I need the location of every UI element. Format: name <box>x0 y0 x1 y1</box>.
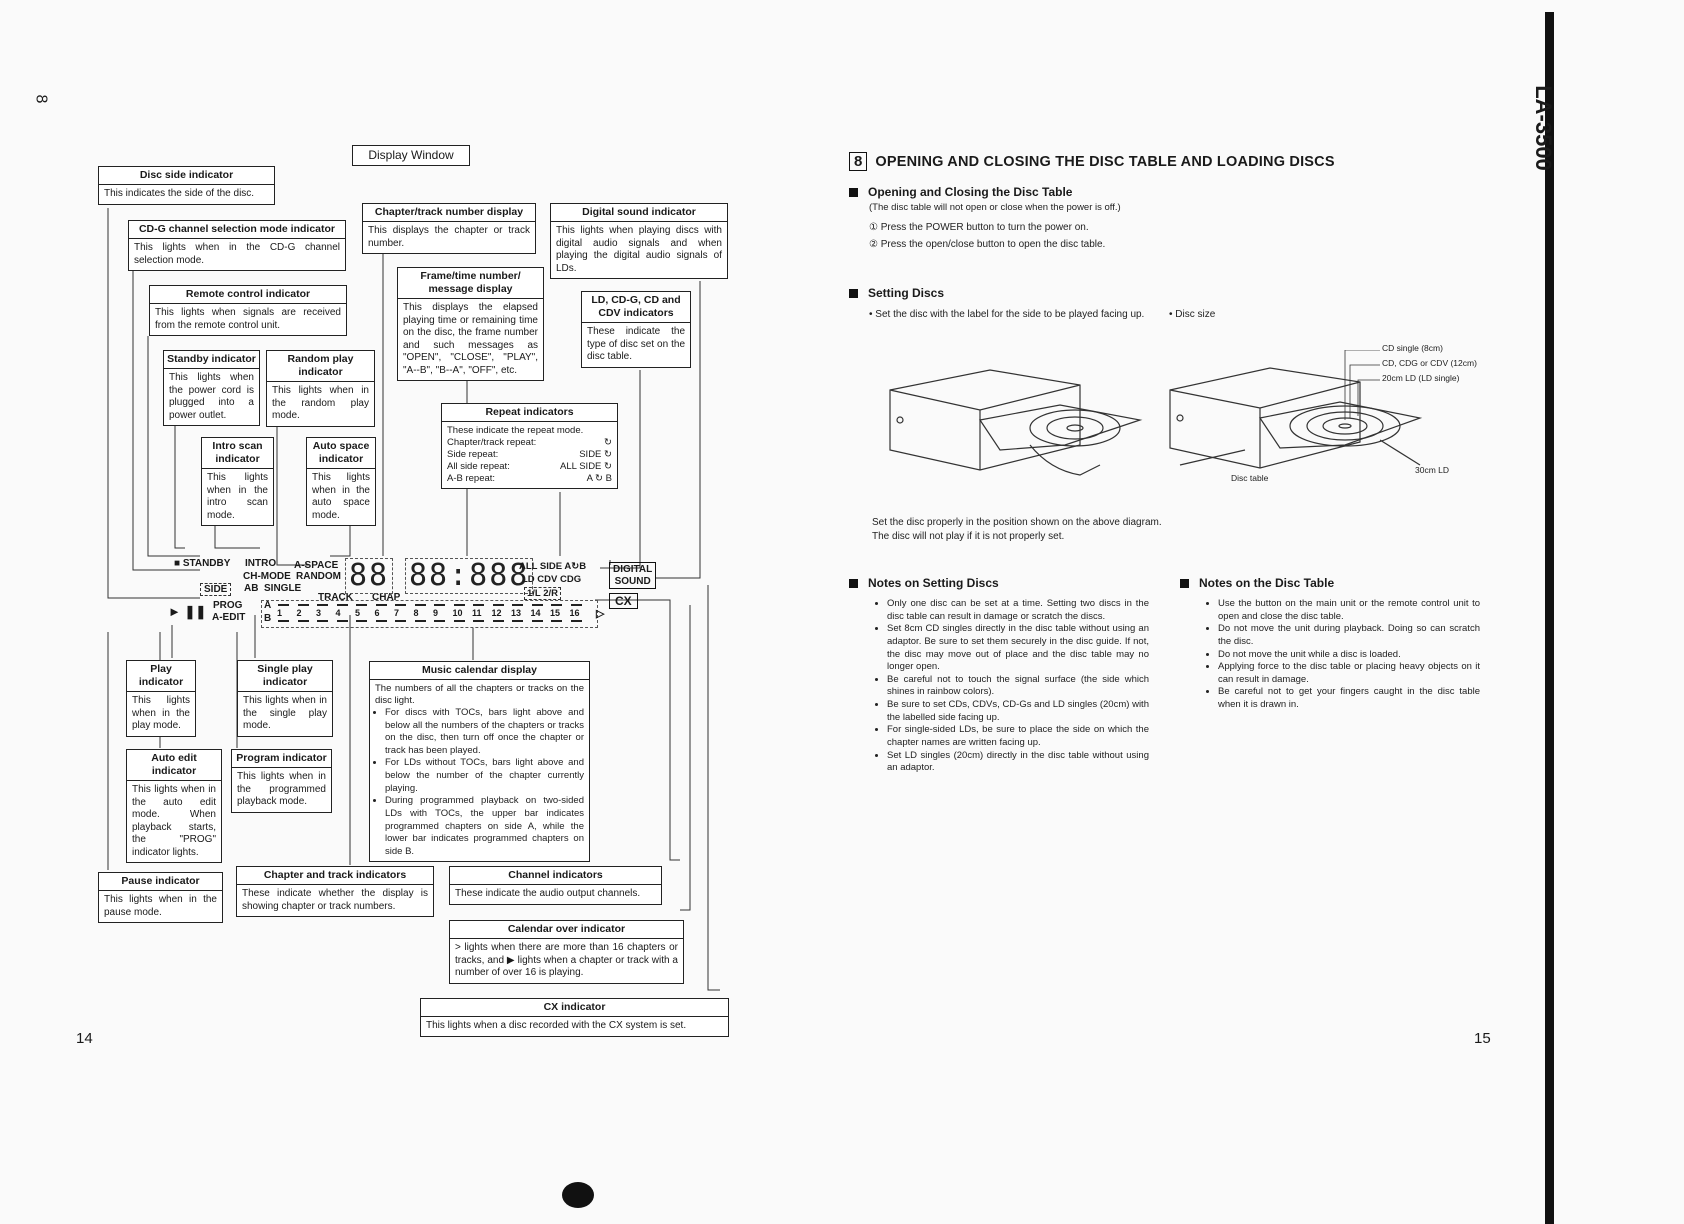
calendar-number: 9 <box>433 608 439 618</box>
side-bar <box>1545 12 1554 1224</box>
calendar-number: 13 <box>511 608 522 618</box>
digital-sound-title: Digital sound indicator <box>551 204 727 222</box>
play-pause-indicator: ► ❚❚ <box>168 604 207 619</box>
left-page-number: 14 <box>76 1030 93 1047</box>
setting-title: Setting Discs <box>868 286 945 300</box>
list-item: • Do not move the unit while a disc is loaded. <box>1218 649 1480 662</box>
disc-type-indicator: LD CDV CDG <box>522 574 582 585</box>
calendar-bar-lower <box>512 620 523 622</box>
calendar-bar-upper <box>512 604 523 606</box>
calendar-bar-upper <box>317 604 328 606</box>
frame-time-box <box>397 267 544 381</box>
allside-indicator: ALL SIDE A↻B <box>519 561 587 572</box>
calendar-bar-upper <box>571 604 582 606</box>
music-calendar-desc: The numbers of all the chapters or tracks on the disc light. <box>375 683 584 706</box>
chap-track-ind-box <box>236 866 434 917</box>
repeat-row <box>447 437 612 449</box>
repeat-title: Repeat indicators <box>442 404 617 422</box>
setting-caption2: The disc will not play if it is not properly set. <box>872 530 1065 542</box>
chap-track-ind-title: Chapter and track indicators <box>237 867 433 885</box>
repeat-row-label: A-B repeat: <box>447 472 496 484</box>
chap-indicator: CHAP <box>372 592 401 603</box>
calendar-bar-upper <box>356 604 367 606</box>
single-desc: This lights when in the single play mode. <box>243 695 327 732</box>
autospace-box <box>306 437 376 526</box>
calendar-bar-lower <box>356 620 367 622</box>
calendar-bar-upper <box>532 604 543 606</box>
channel-indicator: 1/L 2/R <box>524 587 561 600</box>
program-desc: This lights when in the programmed playback mode. <box>237 771 326 808</box>
autoedit-desc: This lights when in the auto edit mode. When playback starts, the "PROG" indicator lights. <box>132 784 216 858</box>
calendar-bar-lower <box>571 620 582 622</box>
chap-track-ind-desc: These indicate whether the display is showing chapter or track numbers. <box>242 888 428 912</box>
intro-box <box>201 437 274 526</box>
play-desc: This lights when in the play mode. <box>132 695 190 732</box>
setting-heading <box>849 286 1469 300</box>
cx-box <box>420 998 729 1037</box>
repeat-row-label: Side repeat: <box>447 448 499 460</box>
calendar-bar-upper <box>337 604 348 606</box>
digital-sound-indicator <box>609 562 656 589</box>
display-window-text: Display Window <box>368 148 454 162</box>
calendar-bar-lower <box>278 620 289 622</box>
calendar-bar-upper <box>454 604 465 606</box>
pause-desc: This lights when in the pause mode. <box>104 894 217 918</box>
calendar-number: 10 <box>452 608 463 618</box>
standby-desc: This lights when the power cord is plugged into a power outlet. <box>169 372 254 421</box>
chapter-track-box <box>362 203 536 254</box>
intro-desc: This lights when in the intro scan mode. <box>207 472 268 521</box>
calendar-bar-lower <box>473 620 484 622</box>
opening-heading <box>849 185 1269 199</box>
calendar-bar-upper <box>278 604 289 606</box>
standby-box <box>163 350 260 426</box>
list-item: • Be sure to set CDs, CDVs, CD-Gs and LD singles (20cm) with the labelled side facing up. <box>887 699 1149 724</box>
chapter-track-desc: This displays the chapter or track number. <box>368 225 530 249</box>
list-item: • For LDs without TOCs, bars light above and below the number of the chapter currently playing. <box>385 757 584 795</box>
setting-section <box>849 286 1469 320</box>
track-indicator: TRACK <box>318 592 353 603</box>
chapter-track-title: Chapter/track number display <box>363 204 535 222</box>
model-label: LA-3500 <box>1530 85 1556 171</box>
opening-step: ② Press the open/close button to open the disc table. <box>869 239 1106 251</box>
repeat-row-value: SIDE ↻ <box>579 448 612 460</box>
autoedit-title: Auto edit indicator <box>127 750 221 781</box>
calendar-over-arrow: ▷ <box>596 608 605 620</box>
cx-desc: This lights when a disc recorded with the CX system is set. <box>426 1020 687 1032</box>
right-page-number: 15 <box>1474 1030 1491 1047</box>
binding-hole-icon <box>562 1182 594 1208</box>
ab-indicator: AB <box>244 583 259 594</box>
calendar-number: 1 <box>277 608 283 618</box>
single-box <box>237 660 333 737</box>
remote-title: Remote control indicator <box>150 286 346 304</box>
calendar-over-title: Calendar over indicator <box>450 921 683 939</box>
disc-side-box <box>98 166 275 205</box>
repeat-row <box>447 449 612 461</box>
list-item: • Set LD singles (20cm) directly in the disc table without using an adaptor. <box>887 750 1149 775</box>
cdg-channel-desc: This lights when in the CD-G channel selection mode. <box>134 242 340 266</box>
cx-title: CX indicator <box>421 999 728 1017</box>
section-header <box>849 152 1335 171</box>
notes-table-heading <box>1180 576 1480 590</box>
setting-bullet2: Disc size <box>1175 309 1216 320</box>
calendar-number: 2 <box>296 608 302 618</box>
list-item: • For discs with TOCs, bars light above and below all the numbers of the chapters or tracks on the disc, then turn off once the chapter or track has been played. <box>385 707 584 758</box>
ld-cdg-title: LD, CD-G, CD and CDV indicators <box>582 292 690 323</box>
square-bullet-icon <box>849 579 858 588</box>
aedit-indicator: A-EDIT <box>212 612 246 623</box>
label-ld-20: 20cm LD (LD single) <box>1382 373 1460 383</box>
row-a-label: A <box>264 600 272 611</box>
notes-table-list <box>1204 598 1480 712</box>
repeat-content <box>442 422 617 487</box>
ld-cdg-desc: These indicate the type of disc set on the disc table. <box>587 326 685 363</box>
repeat-box <box>441 403 618 489</box>
setting-bullet: • Set the disc with the label for the side to be played facing up. <box>869 309 1145 320</box>
channel-desc: These indicate the audio output channels. <box>455 888 641 900</box>
calendar-number: 8 <box>413 608 419 618</box>
calendar-bar-lower <box>434 620 445 622</box>
calendar-bar-upper <box>376 604 387 606</box>
random-box <box>266 350 375 427</box>
notes-table-title: Notes on the Disc Table <box>1199 576 1335 590</box>
calendar-bar-lower <box>415 620 426 622</box>
setting-caption <box>872 516 1162 543</box>
repeat-row <box>447 473 612 485</box>
digital-sound-box <box>550 203 728 279</box>
calendar-bar-lower <box>493 620 504 622</box>
cdg-channel-title: CD-G channel selection mode indicator <box>129 221 345 239</box>
section-title: OPENING AND CLOSING THE DISC TABLE AND LOADING DISCS <box>875 153 1335 170</box>
intro-title: Intro scan indicator <box>202 438 273 469</box>
random-indicator: RANDOM <box>296 571 341 582</box>
remote-desc: This lights when signals are received from the remote control unit. <box>155 307 341 331</box>
calendar-bar-lower <box>337 620 348 622</box>
music-calendar-list <box>375 707 584 859</box>
standby-indicator: ■ STANDBY <box>174 558 231 569</box>
page-mark-top: 8 <box>32 94 50 104</box>
calendar-bar-upper <box>298 604 309 606</box>
pause-box <box>98 872 223 923</box>
list-item: • Do not move the unit during playback. Doing so can scratch the disc. <box>1218 623 1480 648</box>
calendar-number: 15 <box>550 608 561 618</box>
channel-title: Channel indicators <box>450 867 661 885</box>
sound-text: SOUND <box>614 575 651 587</box>
calendar-bar-lower <box>551 620 562 622</box>
music-calendar-content <box>370 680 589 861</box>
setting-caption1: Set the disc properly in the position shown on the above diagram. <box>872 517 1162 528</box>
notes-table-section <box>1180 576 1480 712</box>
calendar-number: 14 <box>530 608 541 618</box>
list-item: • Be careful not to touch the signal surface (the side which shines in rainbow colors). <box>887 674 1149 699</box>
label-cd-cdg-cdv: CD, CDG or CDV (12cm) <box>1382 358 1477 368</box>
standby-title: Standby indicator <box>164 351 259 369</box>
calendar-bar-upper <box>395 604 406 606</box>
chapter-segment-display: 88 <box>345 558 393 594</box>
label-disc-table: Disc table <box>1231 473 1269 483</box>
repeat-row <box>447 461 612 473</box>
calendar-bar-lower <box>395 620 406 622</box>
calendar-number: 12 <box>491 608 502 618</box>
calendar-number: 5 <box>355 608 361 618</box>
list-item: • Applying force to the disc table or placing heavy objects on it can result in damage. <box>1218 661 1480 686</box>
repeat-row-value: ALL SIDE ↻ <box>560 460 612 472</box>
calendar-bar-upper <box>473 604 484 606</box>
autospace-desc: This lights when in the auto space mode. <box>312 472 370 521</box>
side-text: SIDE <box>204 584 228 595</box>
list-item: • Only one disc can be set at a time. Setting two discs in the disc table can result in damage or scratch the discs. <box>887 598 1149 623</box>
notes-setting-section <box>849 576 1149 775</box>
calendar-number: 4 <box>335 608 341 618</box>
prog-indicator: PROG <box>213 600 243 611</box>
single-indicator: SINGLE <box>264 583 302 594</box>
row-b-label: B <box>264 613 272 624</box>
music-calendar-box <box>369 661 590 862</box>
opening-step: ① Press the POWER button to turn the power on. <box>869 221 1089 233</box>
calendar-bar-upper <box>493 604 504 606</box>
repeat-desc: These indicate the repeat mode. <box>447 425 584 437</box>
calendar-bar-upper <box>551 604 562 606</box>
disc-side-desc: This indicates the side of the disc. <box>104 188 255 200</box>
square-bullet-icon <box>849 188 858 197</box>
calendar-number: 6 <box>374 608 380 618</box>
label-cd-single: CD single (8cm) <box>1382 343 1443 353</box>
cx-indicator: CX <box>609 593 638 609</box>
autospace-title: Auto space indicator <box>307 438 375 469</box>
calendar-number: 7 <box>394 608 400 618</box>
calendar-over-box <box>449 920 684 984</box>
calendar-number: 3 <box>316 608 322 618</box>
repeat-row-value: A ↻ B <box>586 472 612 484</box>
square-bullet-icon <box>1180 579 1189 588</box>
list-item: • During programmed playback on two-sided LDs with TOCs, the upper bar indicates programmed chapters on side A, while the lower bar indicates programmed chapters on side B. <box>385 795 584 858</box>
notes-setting-heading <box>849 576 1149 590</box>
program-title: Program indicator <box>232 750 331 768</box>
display-window-label <box>352 145 470 166</box>
notes-setting-list <box>873 598 1149 775</box>
calendar-bar-lower <box>454 620 465 622</box>
calendar-bar-lower <box>298 620 309 622</box>
cdg-channel-box <box>128 220 346 271</box>
aspace-indicator: A-SPACE <box>294 560 339 571</box>
single-title: Single play indicator <box>238 661 332 692</box>
frame-time-desc: This displays the elapsed playing time or remaining time on the disc, the frame number and such messages as "OPEN", "CLOSE", "PLAY", "A--B", "B--A", "OFF", etc. <box>403 302 538 376</box>
ld-cdg-box <box>581 291 691 368</box>
autoedit-box <box>126 749 222 863</box>
frame-time-title: Frame/time number/ message display <box>398 268 543 299</box>
section-number: 8 <box>849 152 867 171</box>
repeat-row-label: Chapter/track repeat: <box>447 437 537 448</box>
music-calendar-title: Music calendar display <box>370 662 589 680</box>
random-desc: This lights when in the random play mode. <box>272 385 369 422</box>
random-title: Random play indicator <box>267 351 374 382</box>
play-title: Play indicator <box>127 661 195 692</box>
calendar-number: 16 <box>569 608 580 618</box>
calendar-number: 11 <box>472 608 482 618</box>
intro-indicator: INTRO <box>245 558 277 569</box>
disc-side-title: Disc side indicator <box>99 167 274 185</box>
calendar-bar-lower <box>532 620 543 622</box>
digital-text: DIGITAL <box>613 564 653 575</box>
remote-box <box>149 285 347 336</box>
pause-title: Pause indicator <box>99 873 222 891</box>
repeat-row-label: All side repeat: <box>447 460 510 472</box>
time-segment-display: 88:888 <box>405 558 533 594</box>
square-bullet-icon <box>849 289 858 298</box>
list-item: • Use the button on the main unit or the remote control unit to open and close the disc table. <box>1218 598 1480 623</box>
play-box <box>126 660 196 737</box>
opening-section <box>849 185 1269 252</box>
calendar-bar-lower <box>376 620 387 622</box>
channel-box <box>449 866 662 905</box>
setting-bullet1: Set the disc with the label for the side to be played facing up. <box>875 309 1145 320</box>
music-calendar-strip <box>261 600 598 628</box>
setting-bullet: • Disc size <box>1169 309 1216 320</box>
calendar-bar-upper <box>434 604 445 606</box>
chmode-indicator: CH-MODE <box>243 571 291 582</box>
list-item: • Be careful not to get your fingers caught in the disc table when it is drawn in. <box>1218 686 1480 711</box>
opening-note: (The disc table will not open or close when the power is off.) <box>869 202 1121 213</box>
calendar-bar-upper <box>415 604 426 606</box>
list-item: • For single-sided LDs, be sure to place the side on which the chapter names are written facing up. <box>887 724 1149 749</box>
label-ld-30: 30cm LD <box>1415 465 1450 475</box>
calendar-over-desc: > lights when there are more than 16 chapters or tracks, and ▶ lights when a chapter or track with a number of over 16 is playing. <box>455 942 678 979</box>
digital-sound-desc: This lights when playing discs with digital audio signals and when playing the digital audio signals of LDs. <box>556 225 722 274</box>
notes-setting-title: Notes on Setting Discs <box>868 576 999 590</box>
program-box <box>231 749 332 813</box>
calendar-bar-lower <box>317 620 328 622</box>
repeat-row-value: ↻ <box>604 437 612 448</box>
opening-title: Opening and Closing the Disc Table <box>868 185 1073 199</box>
side-indicator <box>200 583 231 596</box>
list-item: • Set 8cm CD singles directly in the disc table without using an adaptor. Be sure to set them securely in the disc guide. If not, the disc may move out of place and the disc table may no longer open. <box>887 623 1149 674</box>
